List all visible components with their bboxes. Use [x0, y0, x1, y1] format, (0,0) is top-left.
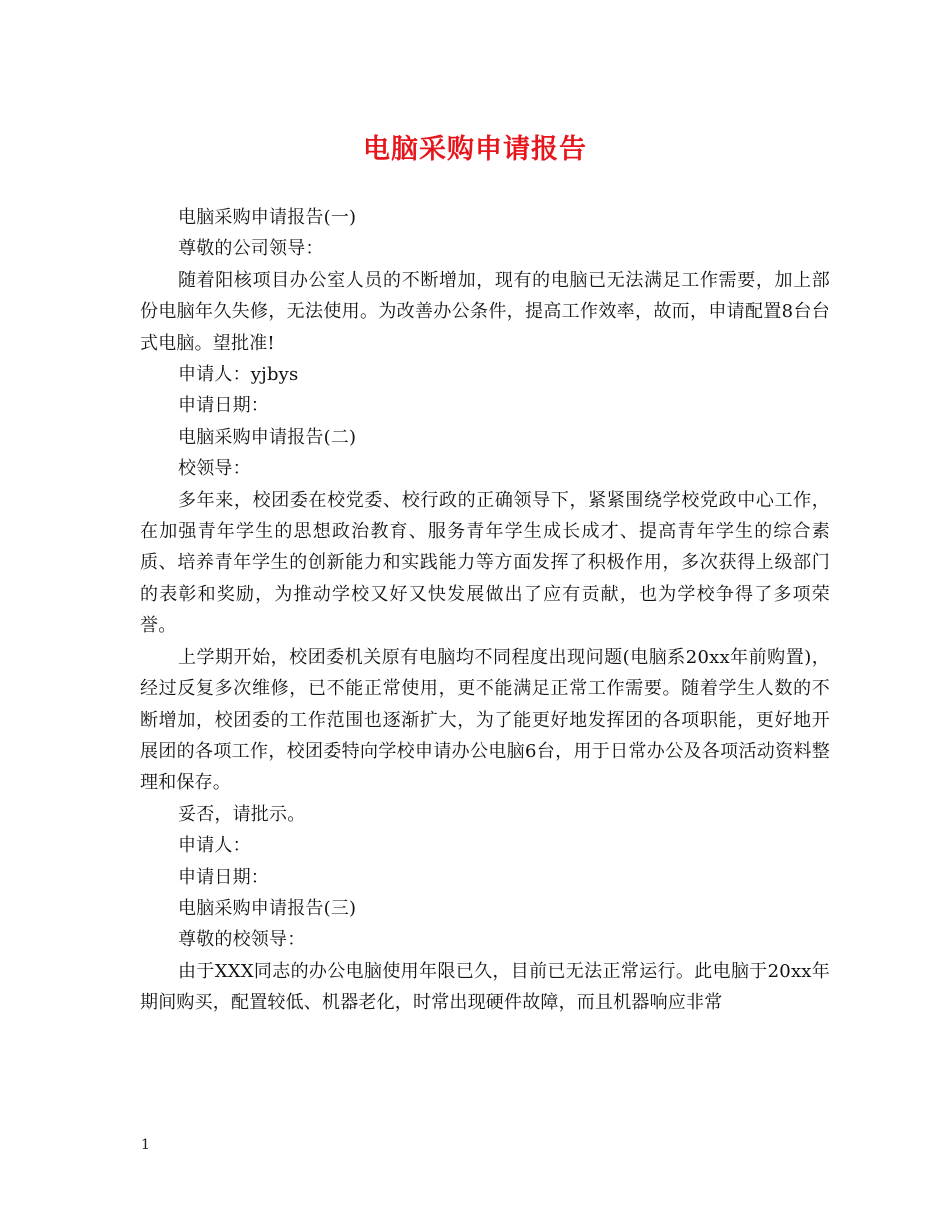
section-heading-2: 电脑采购申请报告(二)	[178, 426, 357, 448]
section-heading-1: 电脑采购申请报告(一)	[178, 207, 357, 228]
salutation-1: 尊敬的公司领导：	[178, 238, 324, 260]
salutation-3: 尊敬的校领导：	[178, 929, 306, 951]
body-paragraph-3: 上学期开始，校团委机关原有电脑均不同程度出现问题(电脑系20xx年前购置)，经过反复多次维修，已不能正常使用，更不能满足正常工作需要。随着学生人数的不断增加，校团委的工作范围也逐渐扩大，为了能更好地发挥团的各项职能，更好地开展团的各项工作，校团委特向学校申请办公电脑6台，用于日常办公及各项活动资料整理和保存。	[140, 646, 830, 794]
applicant-line-2: 申请人：	[178, 835, 251, 857]
document-body	[140, 202, 830, 1019]
salutation-2: 校领导：	[178, 458, 251, 480]
section-heading-3: 电脑采购申请报告(三)	[178, 897, 357, 919]
date-line-1: 申请日期：	[178, 395, 269, 417]
date-line-2: 申请日期：	[178, 866, 269, 888]
applicant-line-1: 申请人：yjbys	[178, 364, 299, 386]
document-title: 电脑采购申请报告	[363, 134, 587, 165]
closing-request: 妥否，请批示。	[178, 803, 306, 825]
body-paragraph-4: 由于XXX同志的办公电脑使用年限已久，目前已无法正常运行。此电脑于20xx年期间购买，配置较低、机器老化，时常出现硬件故障，而且机器响应非常	[140, 960, 830, 1014]
page-number: 1	[141, 1137, 150, 1153]
body-paragraph-1: 随着阳核项目办公室人员的不断增加，现有的电脑已无法满足工作需要，加上部份电脑年久失修，无法使用。为改善办公条件，提高工作效率，故而，申请配置8台台式电脑。望批准!	[140, 269, 830, 354]
body-paragraph-2: 多年来，校团委在校党委、校行政的正确领导下，紧紧围绕学校党政中心工作，在加强青年学生的思想政治教育、服务青年学生成长成才、提高青年学生的综合素质、培养青年学生的创新能力和实践能力等方面发挥了积极作用，多次获得上级部门的表彰和奖励，为推动学校又好又快发展做出了应有贡献，也为学校争得了多项荣誉。	[140, 489, 830, 637]
